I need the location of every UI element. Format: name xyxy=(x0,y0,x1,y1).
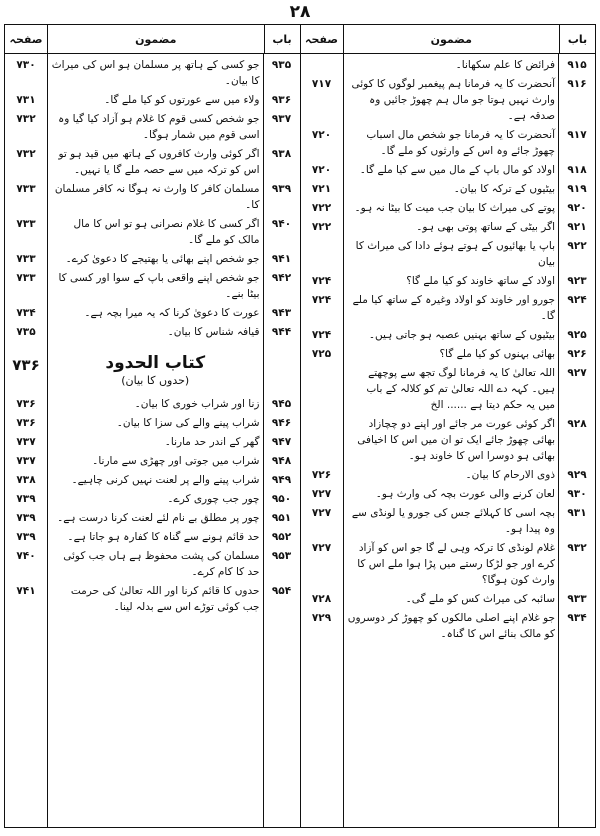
header-page: صفحہ xyxy=(305,32,338,46)
left-column xyxy=(5,25,301,827)
index-entry xyxy=(5,526,300,545)
entry-page: ۷۲۸ xyxy=(311,593,332,605)
section-spacer xyxy=(264,343,300,393)
entry-subject: بیٹیوں کے ساتھ بہنیں عصبہ ہو جاتی ہیں۔ xyxy=(368,329,555,341)
index-entry xyxy=(5,248,300,267)
index-entry xyxy=(301,270,596,289)
entry-number: ۹۲۹ xyxy=(567,469,587,481)
entry-subject: جو کسی کے ہاتھ پر مسلمان ہو اس کی میراث کا بیان۔ xyxy=(51,59,260,87)
table-header xyxy=(5,25,300,54)
entry-subject: لعان کرنے والی عورت بچہ کی وارث ہو۔ xyxy=(375,488,555,500)
entry-subject: شراب پینے والے کی سزا کا بیان۔ xyxy=(116,417,260,429)
entry-page: ۷۲۱ xyxy=(311,183,332,195)
entry-subject: چور جب چوری کرے۔ xyxy=(167,493,260,505)
index-entry xyxy=(5,143,300,178)
entry-subject: گھر کے اندر حد مارنا۔ xyxy=(164,436,260,448)
entry-subject: زنا اور شراب خوری کا بیان۔ xyxy=(134,398,260,410)
entry-page: ۷۲۶ xyxy=(311,469,332,481)
entry-subject: مسلمان کی پشت محفوظ ہے ہاں جب کوئی حد کا کام کرے۔ xyxy=(63,550,260,578)
section-page: ۷۳۶ xyxy=(12,356,40,374)
entry-number: ۹۱۷ xyxy=(567,129,587,141)
entry-page: ۷۳۶ xyxy=(16,398,36,410)
index-entry xyxy=(5,507,300,526)
entry-page: ۷۳۷ xyxy=(16,455,36,467)
entry-subject: بچہ اسی کا کہلائے جس کی جورو یا لونڈی سے وہ پیدا ہو۔ xyxy=(351,507,555,535)
index-entry xyxy=(5,108,300,143)
index-entry xyxy=(301,178,596,197)
entry-page: ۷۳۰ xyxy=(16,59,36,71)
entry-subject: اولاد کو مال باپ کے مال میں سے کیا ملے گا۔ xyxy=(359,164,555,176)
entry-number: ۹۳۴ xyxy=(567,612,587,624)
header-number: باب xyxy=(559,25,595,53)
entry-number: ۹۲۸ xyxy=(567,418,587,430)
entry-number: ۹۳۳ xyxy=(567,593,587,605)
entry-subject: فرائض کا علم سکھانا۔ xyxy=(455,59,555,71)
entry-page: ۷۲۴ xyxy=(311,294,332,306)
index-entry xyxy=(301,502,596,537)
entry-number: ۹۲۱ xyxy=(567,221,587,233)
entry-page: ۷۳۹ xyxy=(16,531,36,543)
entry-subject: آنحضرت کا یہ فرمانا ہم پیغمبر لوگوں کا کوئی وارث نہیں ہوتا جو مال ہم چھوڑ جائیں وہ صدقہ ہے۔ xyxy=(351,78,555,122)
entry-page: ۷۳۳ xyxy=(16,218,36,230)
index-entry xyxy=(301,588,596,607)
header-page: صفحہ xyxy=(9,32,43,46)
entry-number: ۹۴۱ xyxy=(271,253,292,265)
entry-number: ۹۲۰ xyxy=(567,202,587,214)
entry-number: ۹۲۵ xyxy=(567,329,587,341)
entry-number: ۹۱۹ xyxy=(567,183,587,195)
entry-page: ۷۳۳ xyxy=(16,253,36,265)
page-number: ۲۸ xyxy=(289,2,311,22)
entry-page: ۷۳۷ xyxy=(16,436,36,448)
index-entry xyxy=(5,450,300,469)
entry-page: ۷۲۷ xyxy=(311,542,332,554)
entry-subject: اولاد کے ساتھ خاوند کو کیا ملے گا؟ xyxy=(406,275,555,287)
entry-number: ۹۳۷ xyxy=(271,113,292,125)
entry-subject: سائبہ کی میراث کس کو ملے گی۔ xyxy=(405,593,555,605)
entry-page: ۷۲۲ xyxy=(311,221,332,233)
section-heading xyxy=(5,340,300,393)
table-header xyxy=(301,25,596,54)
entry-number: ۹۱۸ xyxy=(567,164,587,176)
index-entry xyxy=(301,413,596,464)
entry-subject: اگر کوئی عورت مر جائے اور اپنے دو چچازاد بھائی چھوڑ جائے ایک تو ان میں اس کا اخیافی بھائی ہو دوسرا اس کا خاوند ہو۔ xyxy=(357,418,555,462)
entry-page: ۷۳۱ xyxy=(16,94,36,106)
entry-number: ۹۵۰ xyxy=(271,493,292,505)
entry-number: ۹۳۵ xyxy=(271,59,292,71)
entry-number: ۹۴۰ xyxy=(271,218,292,230)
entry-page: ۷۲۹ xyxy=(311,612,332,624)
index-entry xyxy=(301,197,596,216)
entry-number: ۹۳۰ xyxy=(567,488,587,500)
entry-subject: شراب پینے والے پر لعنت نہیں کرنی چاہیے۔ xyxy=(71,474,260,486)
entry-number: ۹۱۵ xyxy=(567,59,587,71)
right-column xyxy=(301,25,596,827)
entry-page: ۷۴۰ xyxy=(16,550,36,562)
entry-subject: بیٹیوں کے ترکہ کا بیان۔ xyxy=(453,183,555,195)
index-entry xyxy=(5,302,300,321)
entry-number: ۹۴۹ xyxy=(271,474,292,486)
entry-subject: اگر کسی کا غلام نصرانی ہو تو اس کا مال مالک کو ملے گا۔ xyxy=(73,218,260,246)
index-entry xyxy=(301,124,596,159)
entry-page xyxy=(301,57,343,73)
index-entry xyxy=(5,54,300,89)
entry-page: ۷۳۵ xyxy=(16,326,36,338)
entry-number: ۹۲۳ xyxy=(567,275,587,287)
entry-subject: بھائی بہنوں کو کیا ملے گا؟ xyxy=(439,348,555,360)
entry-page: ۷۳۲ xyxy=(16,113,36,125)
section-subtitle: (حدوں کا بیان) xyxy=(121,374,190,387)
index-entry xyxy=(301,159,596,178)
entry-number: ۹۵۱ xyxy=(271,512,292,524)
index-entry xyxy=(5,393,300,412)
entry-subject: ذوی الارحام کا بیان۔ xyxy=(465,469,555,481)
entry-subject: اللہ تعالیٰ کا یہ فرمانا لوگ تجھ سے پوچھتے ہیں۔ کہہ دے اللہ تعالیٰ تم کو کلالہ کے باب میں یہ حکم دیتا ہے ...... الخ xyxy=(366,367,555,411)
section-text xyxy=(47,343,264,393)
entry-number: ۹۲۷ xyxy=(567,367,587,379)
entry-subject: قیافہ شناس کا بیان۔ xyxy=(167,326,260,338)
entry-page: ۷۳۳ xyxy=(16,183,36,195)
index-entry xyxy=(301,54,596,73)
entry-number: ۹۴۷ xyxy=(271,436,292,448)
entry-subject: جو شخص اپنے بھائی یا بھتیجے کا دعویٰ کرے۔ xyxy=(65,253,260,265)
entry-number: ۹۲۲ xyxy=(567,240,587,252)
index-entry xyxy=(301,464,596,483)
entry-number: ۹۴۵ xyxy=(271,398,292,410)
entry-number: ۹۴۴ xyxy=(271,326,292,338)
index-entry xyxy=(5,469,300,488)
section-title: کتاب الحدود xyxy=(105,353,206,373)
entry-page xyxy=(301,238,343,270)
entry-number: ۹۴۶ xyxy=(271,417,292,429)
left-column-body xyxy=(5,54,300,827)
index-entry xyxy=(301,324,596,343)
entry-number: ۹۴۳ xyxy=(271,307,292,319)
entry-page xyxy=(301,416,343,464)
entry-page: ۷۲۰ xyxy=(311,129,332,141)
entry-subject: مسلمان کافر کا وارث نہ ہوگا نہ کافر مسلمان کا۔ xyxy=(54,183,260,211)
entry-page: ۷۲۰ xyxy=(311,164,332,176)
entry-subject: جو غلام اپنے اصلی مالکوں کو چھوڑ کر دوسروں کو مالک بنائے اس کا گناہ۔ xyxy=(347,612,555,640)
entry-number: ۹۵۳ xyxy=(271,550,292,562)
entry-number: ۹۳۹ xyxy=(271,183,292,195)
entry-number: ۹۱۶ xyxy=(567,78,587,90)
entry-number: ۹۳۲ xyxy=(567,542,587,554)
entry-subject: اگر بیٹی کے ساتھ پوتی بھی ہو۔ xyxy=(416,221,555,233)
entry-subject: شراب میں جوتی اور چھڑی سے مارنا۔ xyxy=(92,455,260,467)
index-entry xyxy=(301,73,596,124)
entry-subject: چور پر مطلق بے نام لئے لعنت کرنا درست ہے۔ xyxy=(57,512,260,524)
entry-page: ۷۳۳ xyxy=(16,272,36,284)
index-entry xyxy=(301,362,596,413)
entry-subject: جو شخص کسی قوم کا غلام ہو آزاد کیا گیا وہ اسی قوم میں شمار ہوگا۔ xyxy=(58,113,260,141)
index-entry xyxy=(301,289,596,324)
entry-page: ۷۲۷ xyxy=(311,507,332,519)
entry-page: ۷۴۱ xyxy=(16,585,36,597)
entry-page: ۷۳۲ xyxy=(16,148,36,160)
entry-number: ۹۲۶ xyxy=(567,348,587,360)
index-entry xyxy=(5,431,300,450)
right-column-body xyxy=(301,54,596,827)
entry-number: ۹۴۸ xyxy=(271,455,292,467)
entry-page: ۷۳۹ xyxy=(16,512,36,524)
entry-subject: باپ یا بھائیوں کے ہوتے ہوئے دادا کی میراث کا بیان xyxy=(355,240,555,268)
header-number: باب xyxy=(264,25,300,53)
entry-page: ۷۳۴ xyxy=(16,307,36,319)
entry-subject: عورت کا دعویٰ کرنا کہ یہ میرا بچہ ہے۔ xyxy=(84,307,260,319)
index-entry xyxy=(5,89,300,108)
index-entry xyxy=(5,213,300,248)
index-entry xyxy=(301,607,596,642)
entry-subject: حدوں کا قائم کرنا اور اللہ تعالیٰ کی حرمت جب کوئی توڑے اس سے بدلہ لینا۔ xyxy=(70,585,260,613)
entry-subject: جو شخص اپنے واقعی باپ کے سوا اور کسی کا بیٹا بنے۔ xyxy=(58,272,260,300)
index-entry xyxy=(301,216,596,235)
index-entry xyxy=(5,412,300,431)
entry-number: ۹۵۴ xyxy=(271,585,292,597)
index-entry xyxy=(301,483,596,502)
entry-page: ۷۳۶ xyxy=(16,417,36,429)
index-entry xyxy=(301,235,596,270)
entry-subject: اگر کوئی وارث کافروں کے ہاتھ میں قید ہو تو اس کو ترکہ میں سے حصہ ملے گا یا نہیں۔ xyxy=(58,148,260,176)
index-entry xyxy=(5,267,300,302)
index-entry xyxy=(5,580,300,615)
entry-subject: غلام لونڈی کا ترکہ وہی لے گا جو اس کو آزاد کرے اور جو لڑکا رستے میں پڑا ہوا ملے اس کا وارث کون ہوگا؟ xyxy=(357,542,555,586)
entry-page: ۷۲۲ xyxy=(311,202,332,214)
index-table xyxy=(4,24,596,828)
entry-page: ۷۲۴ xyxy=(311,275,332,287)
index-entry xyxy=(5,321,300,340)
header-subject: مضمون xyxy=(343,25,560,53)
entry-page xyxy=(301,365,343,413)
index-entry xyxy=(5,488,300,507)
index-entry xyxy=(5,545,300,580)
entry-number: ۹۳۸ xyxy=(271,148,292,160)
entry-number: ۹۵۲ xyxy=(271,531,292,543)
index-entry xyxy=(5,178,300,213)
entry-number: ۹۲۴ xyxy=(567,294,587,306)
entry-page: ۷۱۷ xyxy=(311,78,332,90)
entry-subject: جورو اور خاوند کو اولاد وغیرہ کے ساتھ کیا ملے گا۔ xyxy=(352,294,555,322)
entry-number: ۹۳۱ xyxy=(567,507,587,519)
entry-page: ۷۲۷ xyxy=(311,488,332,500)
entry-subject: آنحضرت کا یہ فرمانا جو شخص مال اسباب چھوڑ جائے وہ اس کے وارثوں کو ملے گا۔ xyxy=(366,129,555,157)
entry-page: ۷۲۵ xyxy=(311,348,332,360)
entry-number: ۹۴۲ xyxy=(271,272,292,284)
index-entry xyxy=(301,343,596,362)
header-subject: مضمون xyxy=(47,25,264,53)
entry-subject: حد قائم ہونے سے گناہ کا کفارہ ہو جاتا ہے۔ xyxy=(67,531,260,543)
entry-page: ۷۳۹ xyxy=(16,493,36,505)
entry-subject: پوتے کی میراث کا بیان جب میت کا بیٹا نہ ہو۔ xyxy=(354,202,555,214)
entry-page: ۷۲۴ xyxy=(311,329,332,341)
entry-subject: ولاء میں سے عورتوں کو کیا ملے گا۔ xyxy=(104,94,260,106)
index-entry xyxy=(301,537,596,588)
entry-number: ۹۳۶ xyxy=(271,94,292,106)
entry-page: ۷۳۸ xyxy=(16,474,36,486)
